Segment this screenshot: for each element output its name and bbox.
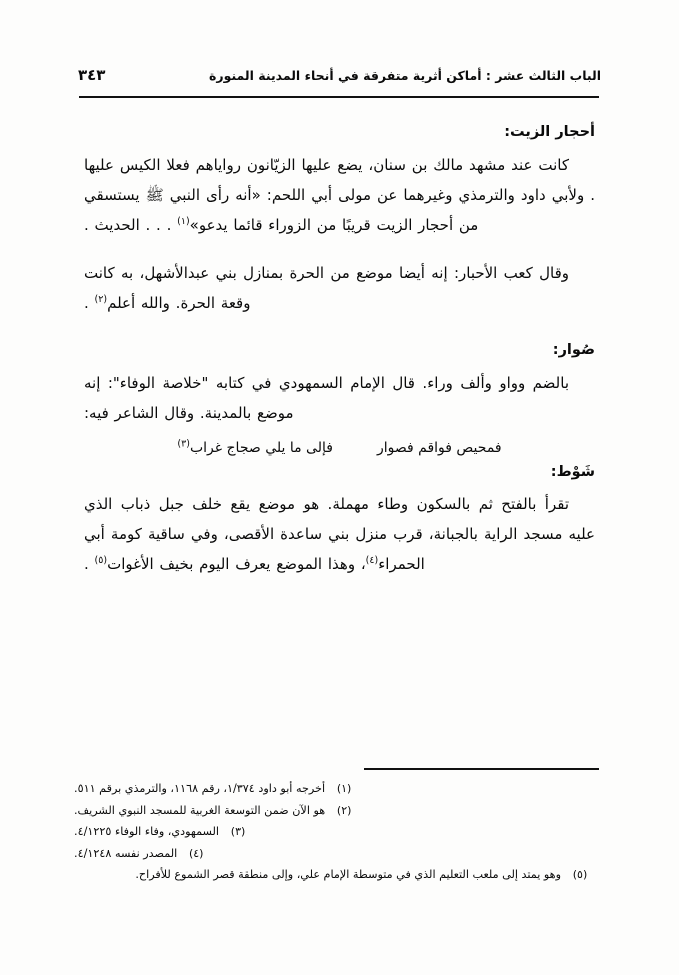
paragraph-gap	[84, 244, 595, 258]
paragraph-tail: ، وهذا الموضع يعرف اليوم بخيف الأغوات	[107, 555, 366, 574]
footnote-ref-5: (٥)	[94, 555, 108, 567]
footnote-item	[74, 800, 595, 822]
footnote-item	[74, 821, 595, 843]
footnote-ref-3: (٣)	[177, 437, 190, 449]
poetry-line	[84, 437, 595, 456]
footnote-number: (١)	[336, 782, 352, 795]
paragraph-shawt	[84, 489, 595, 579]
paragraph-ahjar-2	[84, 258, 595, 318]
entry-heading-ahjar-alzayt: أحجار الزيت:	[504, 124, 595, 140]
footnote-ref-2: (٢)	[94, 293, 108, 305]
entry-heading-suwar: صُوار:	[552, 341, 595, 358]
footnote-item	[74, 778, 595, 800]
footnotes-block	[74, 778, 595, 886]
paragraph-tail: .	[84, 293, 95, 312]
paragraph-text: تقرأ بالفتح ثم بالسكون وطاء مهملة. هو موضع يقع خلف جبل ذباب الذي عليه مسجد الراية بالجبانة، قرب منزل بني ساعدة الأقصى، وفي ساقية كومة أبي الحمراء	[84, 495, 595, 574]
footnote-number: (٢)	[336, 803, 352, 817]
running-head-title: الباب الثالث عشر : أماكن أثرية متفرقة في أنحاء المدينة المنورة	[209, 68, 601, 83]
page-body	[84, 122, 595, 583]
footnote-item	[74, 864, 595, 886]
paragraph-suwar: بالضم وواو وألف وراء. قال الإمام السمهودي في كتابه "خلاصة الوفاء": إنه موضع بالمدينة. وقال الشاعر فيه:	[84, 373, 569, 422]
hemistich-left-text: فإلى ما يلي صجاج غراب	[189, 439, 333, 456]
paragraph-text: كانت عند مشهد مالك بن سنان، يضع عليها الزيّانون رواياهم فعلا الكيس عليها . ولأبي داود والترمذي وغيرهما عن مولى أبي اللحم: «أنه رأى النبي ﷺ يستسقي من أحجار الزيت قريبًا من الزوراء قائما يدعو»	[84, 155, 595, 234]
footnote-text: السمهودي، وفاء الوفاء ٤/١٢٢٥.	[74, 825, 220, 838]
paragraph-tail: . . . الحديث .	[84, 215, 178, 234]
page-number: ٣٤٣	[78, 66, 106, 84]
footnote-text: هو الآن ضمن التوسعة الغربية للمسجد النبوي الشريف.	[74, 803, 326, 817]
entry-heading-shawt: شَوْط:	[550, 463, 595, 480]
footnote-text: وهو يمتد إلى ملعب التعليم الذي في متوسطة الإمام علي، وإلى منطقة قصر الشموع للأفراح.	[135, 868, 561, 881]
header-rule	[79, 96, 599, 98]
paragraph-text: وقال كعب الأحبار: إنه أيضا موضع من الحرة بمنازل بني عبدالأشهل، به كانت وقعة الحرة. والله أعلم	[84, 263, 569, 312]
footnote-item	[74, 843, 595, 865]
footnote-ref-1: (١)	[177, 215, 190, 227]
footnote-text: المصدر نفسه ٤/١٢٤٨.	[74, 846, 178, 860]
running-header	[78, 66, 601, 92]
hemistich-left	[177, 437, 333, 456]
footnote-number: (٤)	[188, 846, 204, 860]
paragraph-end: .	[84, 555, 95, 574]
footnote-number: (٣)	[230, 825, 246, 838]
footnote-text: أخرجه أبو داود ١/٣٧٤، رقم ١١٦٨، والترمذي برقم ٥١١.	[74, 782, 326, 795]
hemistich-right: فمحيص فواقم فصوار	[376, 439, 502, 456]
footnote-separator-rule	[364, 768, 599, 770]
footnote-number: (٥)	[572, 868, 588, 881]
paragraph-ahjar-1	[84, 150, 595, 240]
footnote-ref-4: (٤)	[365, 555, 379, 567]
